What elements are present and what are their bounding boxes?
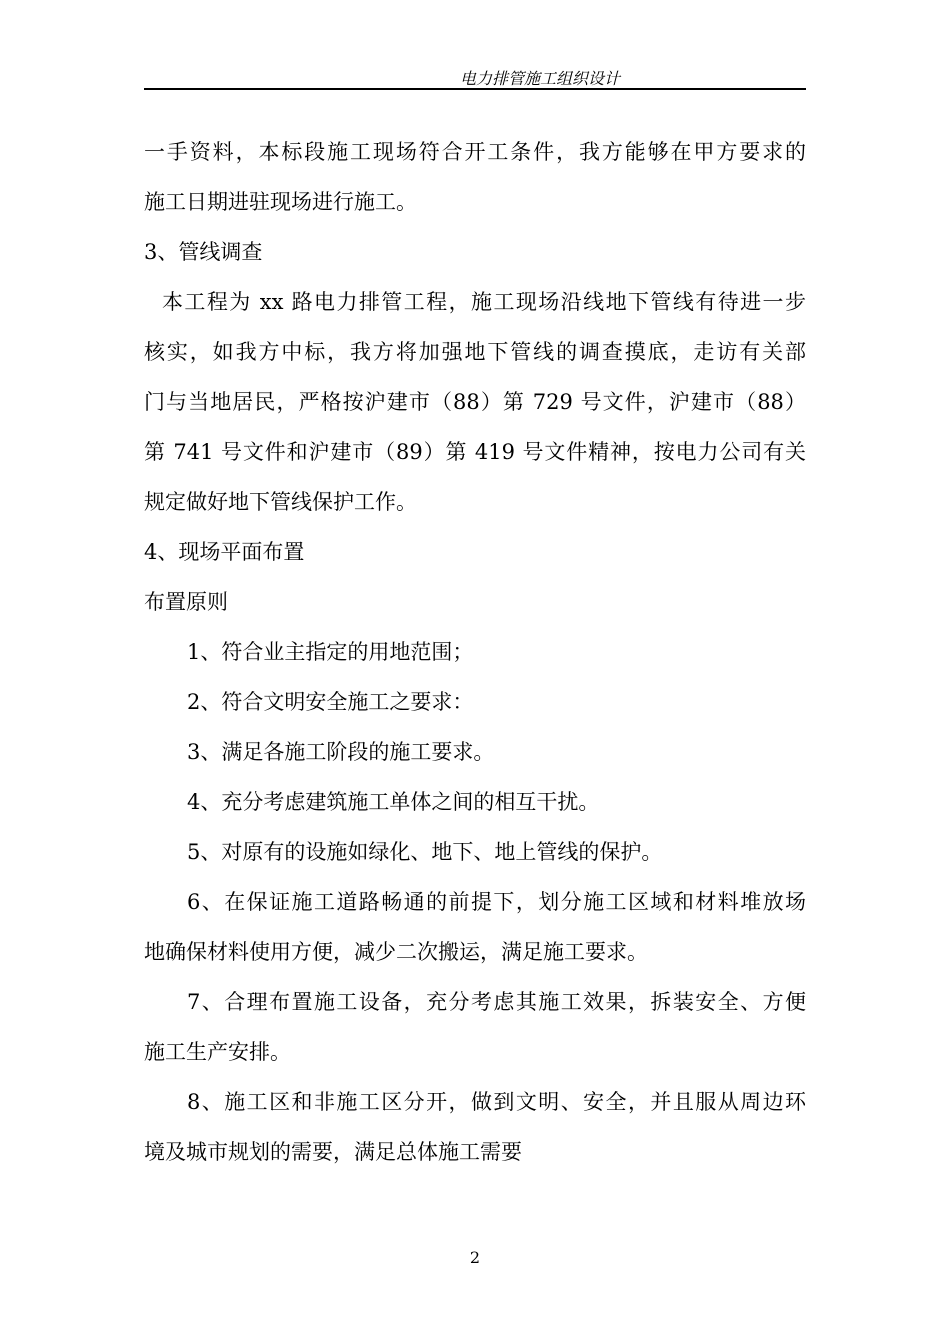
subheading: 布置原则 <box>144 590 228 614</box>
header-title: 电力排管施工组织设计 <box>460 69 621 88</box>
section-heading: 3、管线调查 <box>144 240 263 264</box>
list-item-continuation: 境及城市规划的需要，满足总体施工需要 <box>144 1140 522 1164</box>
list-item: 2、符合文明安全施工之要求： <box>187 690 474 714</box>
body-line: 本工程为 xx 路电力排管工程，施工现场沿线地下管线有待进一步 <box>162 290 806 314</box>
body-line: 门与当地居民，严格按沪建市（88）第 729 号文件，沪建市（88） <box>144 390 806 414</box>
list-item: 8、施工区和非施工区分开，做到文明、安全，并且服从周边环 <box>187 1090 806 1114</box>
body-line: 施工日期进驻现场进行施工。 <box>144 190 417 214</box>
list-item: 6、在保证施工道路畅通的前提下，划分施工区域和材料堆放场 <box>187 890 806 914</box>
page-number: 2 <box>469 1248 481 1267</box>
body-line: 一手资料，本标段施工现场符合开工条件，我方能够在甲方要求的 <box>144 140 806 164</box>
list-item: 1、符合业主指定的用地范围； <box>187 640 474 664</box>
section-heading: 4、现场平面布置 <box>144 540 305 564</box>
list-item: 7、合理布置施工设备，充分考虑其施工效果，拆装安全、方便 <box>187 990 806 1014</box>
list-item: 4、充分考虑建筑施工单体之间的相互干扰。 <box>187 790 600 814</box>
body-line: 规定做好地下管线保护工作。 <box>144 490 417 514</box>
list-item: 5、对原有的设施如绿化、地下、地上管线的保护。 <box>187 840 663 864</box>
body-line: 核实，如我方中标，我方将加强地下管线的调查摸底，走访有关部 <box>144 340 806 364</box>
list-item: 3、满足各施工阶段的施工要求。 <box>187 740 495 764</box>
header-rule <box>144 88 806 90</box>
list-item-continuation: 地确保材料使用方便，减少二次搬运，满足施工要求。 <box>144 940 648 964</box>
list-item-continuation: 施工生产安排。 <box>144 1040 291 1064</box>
body-line: 第 741 号文件和沪建市（89）第 419 号文件精神，按电力公司有关 <box>144 440 806 464</box>
